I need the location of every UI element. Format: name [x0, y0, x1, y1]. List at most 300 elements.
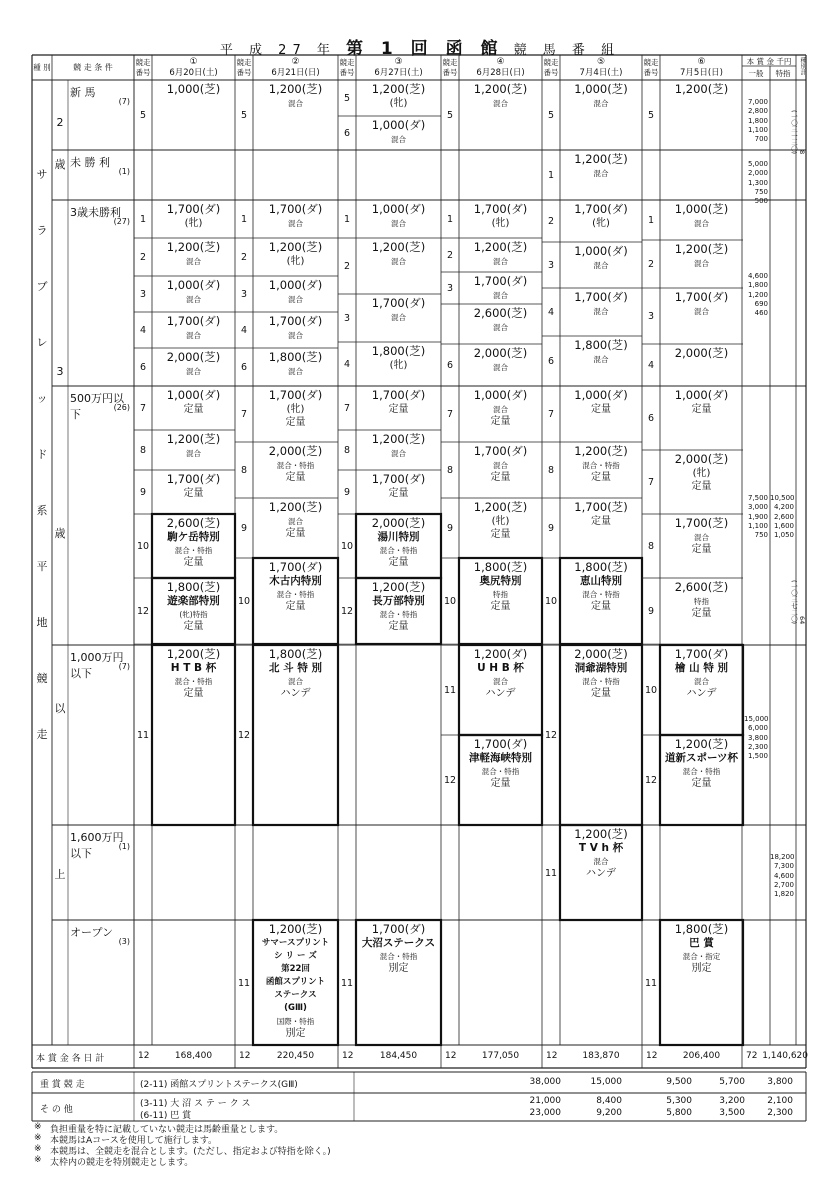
race-tag: 混合: [593, 307, 609, 316]
other-label: そ の 他: [40, 1105, 73, 1115]
race-number: 10: [340, 541, 354, 552]
race-tag: 混合: [493, 405, 508, 414]
race-distance: 1,200(芝): [371, 240, 426, 254]
race-weight: ハンデ: [686, 688, 717, 699]
race-tag: 混合: [391, 449, 406, 458]
race-tag: 混合・特指: [582, 677, 620, 686]
race-tag: 混合: [391, 313, 406, 322]
page-title: 平 成 27 年 第 1 回 函 館 競 馬 番 組: [219, 39, 621, 59]
race-distance: 1,000(ダ): [674, 388, 729, 402]
totals-day-prize: 184,450: [379, 1051, 418, 1061]
race-weight: 定量: [490, 778, 511, 789]
race-distance: 1,700(ダ): [371, 296, 426, 310]
race-distance: 1,700(ダ): [166, 314, 221, 328]
race-number: 11: [644, 977, 658, 989]
other-prize: 5,300: [666, 1096, 692, 1106]
race-number: 5: [343, 93, 351, 104]
race-tag: 混合・特指: [276, 461, 315, 470]
race-weight: 定量: [591, 404, 611, 415]
race-tag: 混合: [493, 363, 508, 372]
graded-prize: 3,800: [767, 1077, 793, 1087]
race-number: 5: [240, 110, 248, 121]
race-weight: 別定: [691, 963, 712, 974]
race-name: H T B 杯: [170, 662, 217, 674]
header-prize: 本 賞 金 千円: [746, 57, 792, 66]
race-distance: 1,700(ダ): [473, 202, 528, 216]
race-tag: 混合: [288, 517, 303, 526]
totals-label: 本 賞 金 各 日 計: [36, 1054, 105, 1064]
race-distance: 1,800(芝): [574, 560, 628, 574]
note-mark: ※: [34, 1133, 42, 1143]
race-name: 木古内特別: [269, 575, 322, 587]
race-tag: 混合: [694, 259, 709, 268]
note-mark: ※: [34, 1144, 42, 1154]
race-weight: 定量: [591, 472, 611, 483]
race-distance: 1,200(芝): [473, 500, 528, 514]
race-number: 12: [443, 775, 457, 786]
race-number: 3: [240, 289, 248, 300]
race-distance: 1,200(芝): [574, 152, 628, 166]
header-day-number: ⑥: [697, 57, 706, 67]
race-distance: 1,200(芝): [268, 240, 323, 254]
breed-label-char: ッ: [36, 392, 48, 405]
race-name: 北 斗 特 別: [269, 662, 322, 674]
race-tag: 混合: [288, 99, 303, 108]
race-number: 4: [343, 359, 351, 370]
race-name: 津軽海峡特別: [469, 752, 532, 764]
race-distance: 1,700(ダ): [268, 202, 323, 216]
race-tag: 混合: [391, 135, 406, 144]
breed-label-char: サ: [36, 168, 48, 181]
breed-label-char: 地: [36, 616, 48, 629]
race-tag: 混合: [593, 261, 609, 270]
race-number: 5: [547, 110, 555, 121]
race-distance: 1,700(ダ): [674, 647, 729, 661]
race-weight: (牝): [184, 218, 203, 229]
race-weight: (牝) 定量: [691, 468, 712, 492]
other-prize: 9,200: [596, 1108, 622, 1118]
race-name: 長万部特別: [372, 595, 425, 607]
race-tag: 混合・特指: [682, 767, 721, 776]
race-tag: 混合: [493, 99, 508, 108]
race-distance: 1,700(ダ): [473, 274, 528, 288]
race-number: 2: [343, 261, 351, 272]
header-race-number: 競走 番号: [543, 58, 559, 77]
other-prize: 3,200: [719, 1096, 745, 1106]
race-number: 8: [647, 541, 655, 552]
race-number: 8: [547, 465, 555, 476]
race-weight: 定量: [490, 601, 511, 612]
race-number: 3: [547, 260, 555, 271]
race-distance: 1,700(ダ): [166, 472, 221, 486]
totals-race-count: 12: [546, 1051, 558, 1061]
header-prize-general: 一般: [748, 69, 764, 78]
age-3-label: 3: [56, 365, 64, 378]
note-text: 本競馬は、全競走を混合とします。(ただし、指定および特指を除く。): [50, 1147, 331, 1157]
condition-count: (27): [113, 217, 130, 226]
race-number: 10: [544, 596, 558, 607]
race-tag: 混合: [288, 331, 303, 340]
other-prize: 8,400: [596, 1096, 622, 1106]
race-distance: 1,200(芝): [268, 500, 323, 514]
race-number: 7: [343, 403, 351, 414]
race-number: 8: [446, 465, 454, 476]
graded-race-name: (2-11) 函館スプリントステークス(GⅢ): [140, 1080, 298, 1090]
race-weight: 定量: [183, 688, 204, 699]
graded-label: 重 賞 競 走: [40, 1080, 85, 1090]
header-day-number: ④: [496, 57, 505, 67]
prize-values: 4,600 1,800 1,200 690 460: [747, 272, 768, 318]
race-number: 12: [136, 606, 150, 617]
condition-name: 新 馬: [70, 86, 96, 99]
note-mark: ※: [34, 1155, 42, 1165]
race-tag: 混合: [288, 219, 303, 228]
race-distance: 1,800(芝): [674, 922, 729, 936]
header-race-number: 競走 番号: [236, 58, 252, 77]
race-name: サマースプリント シ リ ー ズ 第22回 函館スプリント ステークス (GⅢ): [261, 938, 330, 1013]
totals-race-count: 12: [646, 1051, 658, 1061]
race-weight: ハンデ: [586, 868, 616, 879]
race-weight: 定量: [183, 557, 204, 568]
race-weight: 定量: [490, 472, 511, 483]
other-prize: 21,000: [529, 1096, 561, 1106]
race-distance: 1,000(ダ): [166, 388, 221, 402]
race-distance: 1,200(芝): [574, 444, 628, 458]
race-distance: 1,000(ダ): [371, 202, 426, 216]
condition-count: (7): [118, 97, 130, 106]
race-number: 10: [237, 596, 251, 607]
note-mark: ※: [34, 1122, 42, 1132]
race-number: 5: [647, 110, 655, 121]
race-name: 巴 賞: [689, 937, 714, 949]
race-tag: 混合: [593, 169, 609, 178]
race-distance: 1,000(ダ): [166, 278, 221, 292]
race-number: 6: [647, 413, 655, 424]
prize-values: 5,000 2,000 1,300 750 500: [747, 160, 768, 206]
race-number: 1: [139, 214, 147, 225]
header-condition: 競 走 条 件: [73, 63, 113, 72]
race-number: 3: [647, 311, 655, 322]
race-weight: 定量: [388, 488, 409, 499]
note-text: 本競馬はAコースを使用して施行します。: [50, 1136, 217, 1146]
age-2-label: 2: [56, 116, 64, 129]
condition-name: 3歳未勝利: [70, 206, 121, 219]
race-weight: 別定: [285, 1028, 306, 1039]
breed-label-char: 走: [36, 728, 48, 741]
grand-race-count: 72: [746, 1051, 758, 1061]
race-distance: 1,000(ダ): [371, 118, 426, 132]
race-weight: ハンデ: [485, 688, 516, 699]
race-distance: 1,700(ダ): [574, 290, 628, 304]
race-weight: 定量: [591, 601, 611, 612]
race-number: 6: [139, 362, 147, 373]
prize-values: 18,200 7,300 4,600 2,700 1,820: [770, 853, 795, 899]
breed-label-char: ド: [36, 448, 48, 461]
race-tag: (牝)特指: [179, 610, 208, 619]
race-weight: 定量: [285, 472, 306, 483]
race-number: 7: [446, 409, 454, 420]
race-distance: 1,700(芝): [574, 500, 628, 514]
age-ue-label: 上: [54, 868, 66, 881]
header-day-date: 6月27日(土): [374, 68, 423, 78]
race-weight: 定量: [691, 608, 712, 619]
race-number: 1: [446, 214, 454, 225]
race-number: 2: [446, 250, 454, 261]
race-weight: 別定: [388, 963, 409, 974]
condition-count: (26): [113, 403, 130, 412]
race-number: 4: [647, 360, 655, 371]
race-number: 9: [139, 487, 147, 498]
graded-prize: 15,000: [590, 1077, 622, 1087]
race-distance: 2,600(芝): [674, 580, 729, 594]
race-distance: 1,000(芝): [166, 82, 221, 96]
race-name: 檜 山 特 別: [675, 662, 728, 674]
race-tag: 混合: [186, 449, 201, 458]
race-tag: 混合: [493, 461, 508, 470]
race-number: 10: [644, 685, 658, 696]
race-tag: 混合・特指: [379, 610, 418, 619]
race-tag: 混合: [694, 307, 709, 316]
race-weight: (牝): [592, 218, 610, 229]
race-name: 道新スポーツ杯: [664, 752, 739, 764]
other-race-name: (6-11) 巴 賞: [140, 1111, 192, 1121]
race-distance: 1,200(芝): [371, 82, 426, 96]
race-number: 6: [547, 356, 555, 367]
subtotal-3yo: 64 (一〇三七二〇): [790, 580, 806, 625]
race-distance: 1,200(芝): [473, 82, 528, 96]
race-weight: (牝): [491, 218, 510, 229]
race-number: 1: [240, 214, 248, 225]
race-distance: 1,200(芝): [371, 432, 426, 446]
race-distance: 1,700(ダ): [166, 202, 221, 216]
race-number: 7: [240, 409, 248, 420]
prize-values: 7,500 3,000 1,900 1,100 750: [747, 494, 768, 540]
condition-name: 1,600万円以下: [70, 831, 124, 860]
race-tag: 混合・特指: [174, 546, 213, 555]
race-number: 6: [240, 362, 248, 373]
race-number: 2: [547, 216, 555, 227]
race-tag: 混合: [493, 257, 508, 266]
race-number: 11: [443, 685, 457, 696]
totals-race-count: 12: [445, 1051, 457, 1061]
race-distance: 2,000(芝): [473, 346, 528, 360]
race-number: 4: [139, 325, 147, 336]
other-race-name: (3-11) 大 沼 ス テ ー ク ス: [140, 1099, 251, 1109]
race-tag: 混合: [288, 367, 303, 376]
race-distance: 1,200(芝): [674, 82, 729, 96]
totals-day-prize: 177,050: [481, 1051, 520, 1061]
race-tag: 混合: [694, 219, 709, 228]
race-tag: 混合: [391, 219, 406, 228]
race-weight: 定量: [388, 557, 409, 568]
race-name: 遊楽部特別: [167, 595, 220, 607]
breed-label-char: レ: [36, 336, 48, 349]
race-number: 5: [446, 110, 454, 121]
race-tag: 混合・特指: [582, 590, 620, 599]
race-distance: 1,200(芝): [674, 242, 729, 256]
race-tag: 混合: [694, 677, 709, 686]
race-distance: 1,800(芝): [268, 350, 323, 364]
age-2-suffix: 歳: [54, 158, 66, 171]
race-number: 2: [240, 252, 248, 263]
race-name: U H B 杯: [477, 662, 524, 674]
race-name: 奥尻特別: [479, 575, 522, 587]
breed-label-char: 平: [36, 560, 48, 573]
race-number: 6: [343, 128, 351, 139]
race-tag: 混合: [186, 331, 201, 340]
header-day-date: 6月28日(日): [476, 68, 525, 78]
race-tag: 混合: [186, 295, 201, 304]
race-number: 12: [544, 730, 558, 741]
other-prize: 3,500: [719, 1108, 745, 1118]
race-number: 11: [136, 730, 150, 741]
race-distance: 2,000(芝): [674, 346, 729, 360]
race-tag: 混合・特指: [481, 767, 520, 776]
header-race-number: 競走 番号: [135, 58, 151, 77]
prize-values: 7,000 2,800 1,800 1,100 700: [747, 98, 768, 144]
race-number: 9: [647, 606, 655, 617]
race-number: 7: [547, 409, 555, 420]
race-number: 5: [139, 110, 147, 121]
condition-count: (7): [118, 662, 130, 671]
race-number: 1: [547, 170, 555, 181]
race-number: 8: [343, 445, 351, 456]
totals-day-prize: 206,400: [682, 1051, 721, 1061]
other-prize: 5,800: [666, 1108, 692, 1118]
race-distance: 1,800(芝): [473, 560, 528, 574]
race-weight: 定量: [183, 488, 204, 499]
race-number: 10: [136, 541, 150, 552]
totals-race-count: 12: [239, 1051, 251, 1061]
race-number: 1: [647, 215, 655, 226]
breed-label-char: 競: [36, 672, 48, 685]
race-weight: (牝): [286, 256, 305, 267]
race-tag: 混合: [391, 257, 406, 266]
race-weight: 定量: [183, 404, 204, 415]
race-weight: 定量: [388, 621, 409, 632]
race-distance: 1,000(ダ): [574, 388, 628, 402]
race-number: 11: [544, 867, 558, 879]
race-distance: 1,200(芝): [371, 580, 426, 594]
race-distance: 1,200(芝): [473, 240, 528, 254]
race-weight: 定量: [691, 544, 712, 555]
breed-label-char: 系: [36, 504, 48, 517]
race-distance: 2,000(芝): [674, 452, 729, 466]
breed-label-char: ブ: [36, 280, 48, 293]
graded-prize: 38,000: [529, 1077, 561, 1087]
graded-prize: 5,700: [719, 1077, 745, 1087]
race-distance: 1,700(ダ): [371, 922, 426, 936]
race-tag: 混合: [186, 257, 201, 266]
race-distance: 1,700(ダ): [371, 472, 426, 486]
header-day-number: ①: [189, 57, 198, 67]
race-tag: 混合・特指: [276, 590, 315, 599]
totals-race-count: 12: [342, 1051, 354, 1061]
header-race-number: 競走 番号: [339, 58, 355, 77]
race-tag: 混合: [288, 677, 303, 686]
race-distance: 2,000(芝): [166, 350, 221, 364]
race-number: 11: [340, 977, 354, 989]
race-number: 9: [547, 523, 555, 534]
header-day-number: ⑤: [596, 57, 606, 67]
race-weight: 定量: [691, 404, 712, 415]
race-distance: 1,200(芝): [268, 82, 323, 96]
totals-race-count: 12: [138, 1051, 150, 1061]
race-tag: 混合・特指: [582, 461, 620, 470]
race-distance: 1,700(ダ): [473, 737, 528, 751]
race-tag: 混合・指定: [682, 952, 721, 961]
race-number: 12: [237, 730, 251, 741]
condition-name: 1,000万円以下: [70, 651, 124, 680]
race-number: 7: [647, 477, 655, 488]
race-name: 大沼ステークス: [361, 937, 436, 949]
condition-name: 未 勝 利: [70, 156, 110, 169]
race-weight: ハンデ: [280, 688, 311, 699]
race-weight: (牝) 定量: [285, 404, 306, 428]
race-distance: 1,000(芝): [674, 202, 729, 216]
race-distance: 1,000(ダ): [268, 278, 323, 292]
header-day-number: ③: [394, 57, 403, 67]
race-number: 4: [547, 307, 555, 318]
race-name: 湯川特別: [377, 531, 420, 543]
race-weight: 定量: [388, 404, 409, 415]
race-name: 洞爺湖特別: [574, 662, 628, 674]
race-weight: 定量: [691, 778, 712, 789]
condition-name: 500万円以下: [70, 392, 124, 421]
race-distance: 1,800(芝): [574, 338, 628, 352]
race-weight: 定量: [285, 528, 306, 539]
race-tag: 特指: [694, 597, 709, 606]
other-prize: 2,100: [767, 1096, 793, 1106]
race-tag: 混合: [493, 291, 508, 300]
race-weight: (牝) 定量: [490, 516, 511, 540]
race-weight: (牝): [389, 360, 408, 371]
race-distance: 1,200(芝): [166, 240, 221, 254]
race-weight: 定量: [591, 516, 611, 527]
race-weight: 定量: [183, 621, 204, 632]
race-weight: 定量: [591, 688, 611, 699]
graded-prize: 9,500: [666, 1077, 692, 1087]
race-distance: 2,000(芝): [371, 516, 426, 530]
race-number: 3: [446, 283, 454, 294]
race-distance: 1,000(ダ): [574, 244, 628, 258]
race-number: 9: [240, 523, 248, 534]
header-kind: 種 別: [33, 63, 51, 72]
age-ijo-label: 以: [54, 702, 66, 715]
race-number: 8: [240, 465, 248, 476]
condition-count: (1): [118, 842, 130, 851]
race-distance: 1,700(ダ): [268, 560, 323, 574]
other-prize: 2,300: [767, 1108, 793, 1118]
race-number: 1: [343, 214, 351, 225]
race-number: 10: [443, 596, 457, 607]
race-distance: 2,000(芝): [574, 647, 628, 661]
header-race-number: 競走 番号: [442, 58, 458, 77]
race-distance: 1,800(芝): [268, 647, 323, 661]
header-day-date: 6月20日(土): [169, 68, 218, 78]
race-number: 7: [139, 403, 147, 414]
race-tag: 混合: [593, 355, 609, 364]
race-number: 2: [647, 259, 655, 270]
prize-values: 10,500 4,200 2,600 1,600 1,050: [770, 494, 795, 540]
race-number: 2: [139, 252, 147, 263]
race-distance: 1,700(ダ): [371, 388, 426, 402]
race-distance: 1,200(芝): [574, 827, 628, 841]
breed-label-char: ラ: [36, 224, 48, 237]
race-distance: 2,600(芝): [473, 306, 528, 320]
race-distance: 1,700(ダ): [473, 444, 528, 458]
race-name: T V h 杯: [578, 842, 624, 854]
